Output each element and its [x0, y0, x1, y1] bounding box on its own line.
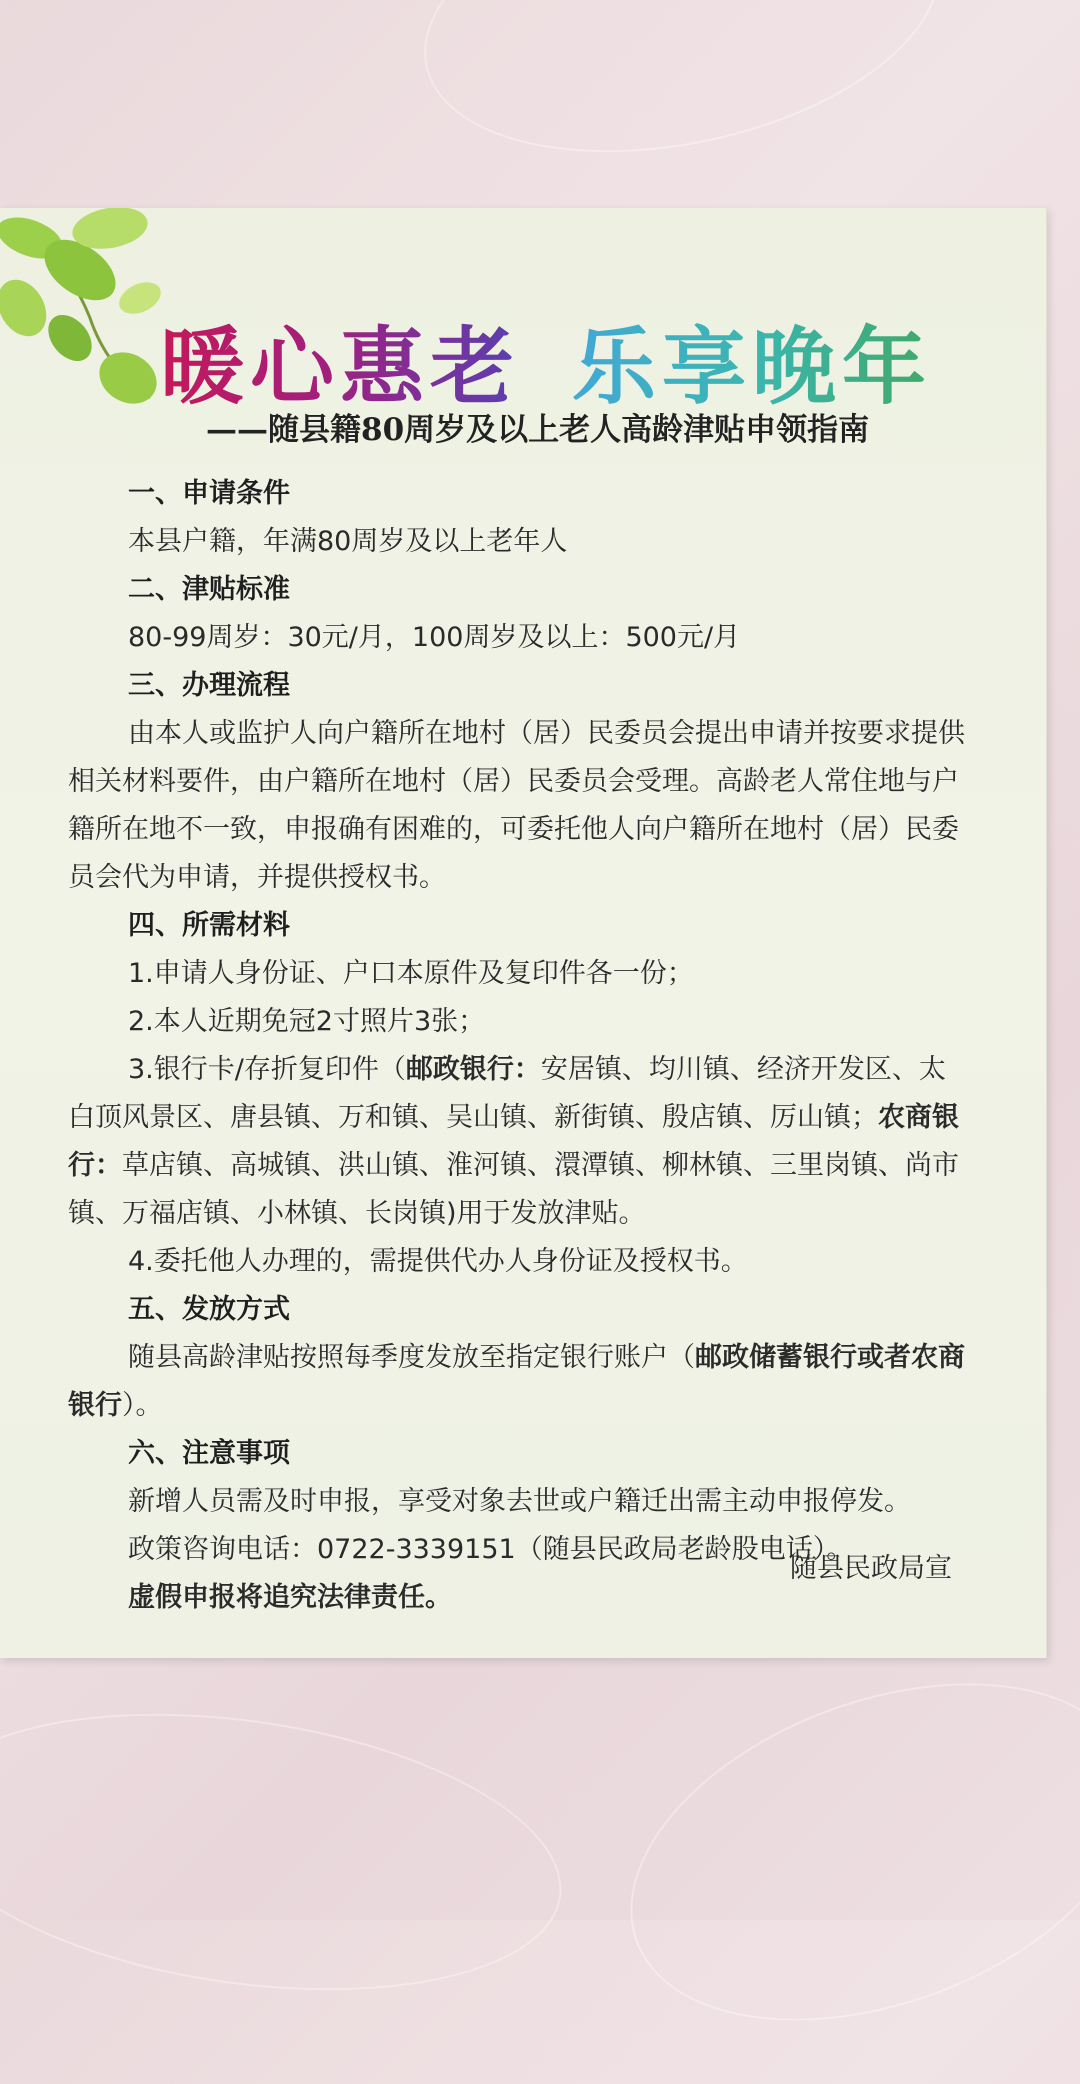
section-heading: 一、申请条件 [128, 478, 290, 509]
wall-texture [0, 1676, 579, 2027]
notice-line: 新增人员需及时申报，享受对象去世或户籍迁出需主动申报停发。 [128, 1486, 911, 1517]
issuer-signature: 随县民政局宣 [790, 1553, 952, 1584]
postal-bank-towns: 安居镇、均川镇、经济开发区、太白顶风景区、唐县镇、万和镇、吴山镇、新街镇、殷店镇、厉山镇； [68, 1054, 946, 1133]
section-heading: 五、发放方式 [128, 1294, 290, 1325]
section-heading: 六、注意事项 [128, 1438, 290, 1469]
payment-text: 随县高龄津贴按照每季度发放至指定银行账户（ [128, 1342, 695, 1373]
section-text: 80-99周岁：30元/月，100周岁及以上：500元/月 [128, 622, 741, 653]
green-leaves-decoration [0, 208, 170, 418]
section-paragraph: 由本人或监护人向户籍所在地村（居）民委员会提出申请并按要求提供相关材料要件，由户籍所在地村（居）民委员会受理。高龄老人常住地与户籍所在地不一致，申报确有困难的，可委托他人向户籍所在地村（居）民委员会代为申请，并提供授权书。 [68, 718, 965, 893]
hotline-line: 政策咨询电话：0722-3339151（随县民政局老龄股电话）。 [128, 1534, 854, 1565]
payment-text-end: ）。 [122, 1390, 163, 1421]
material-item-banks [68, 1046, 968, 1238]
material-item: 2.本人近期免冠2寸照片3张； [128, 1006, 486, 1037]
title-right: 乐享晚年 [572, 317, 933, 416]
wall-texture [584, 1620, 1080, 2084]
postal-bank-label: 邮政银行： [405, 1054, 541, 1085]
section-heading: 二、津贴标准 [128, 574, 290, 605]
section-paragraph [68, 1334, 968, 1430]
section-heading: 三、办理流程 [128, 670, 290, 701]
rural-bank-towns: 草店镇、高城镇、洪山镇、淮河镇、澴潭镇、柳林镇、三里岗镇、尚市镇、万福店镇、小林镇、长岗镇)用于发放津贴。 [68, 1150, 959, 1229]
material-item-prefix: 3.银行卡/存折复印件（ [128, 1054, 406, 1085]
poster-title [160, 300, 933, 416]
payment-banks: 邮政储蓄银行或者农商银行 [68, 1342, 965, 1421]
wall-texture [398, 0, 965, 196]
rural-bank-label: 农商银行： [68, 1102, 959, 1181]
material-item: 4.委托他人办理的，需提供代办人身份证及授权书。 [128, 1246, 748, 1277]
poster-subtitle: ——随县籍80周岁及以上老人高龄津贴申领指南 [206, 412, 870, 448]
notice-body [68, 470, 968, 1622]
section-text: 本县户籍，年满80周岁及以上老年人 [128, 526, 568, 557]
section-heading: 四、所需材料 [128, 910, 290, 941]
legal-warning: 虚假申报将追究法律责任。 [128, 1582, 452, 1613]
material-item: 1.申请人身份证、户口本原件及复印件各一份； [128, 958, 694, 989]
title-left: 暖心惠老 [160, 317, 521, 416]
